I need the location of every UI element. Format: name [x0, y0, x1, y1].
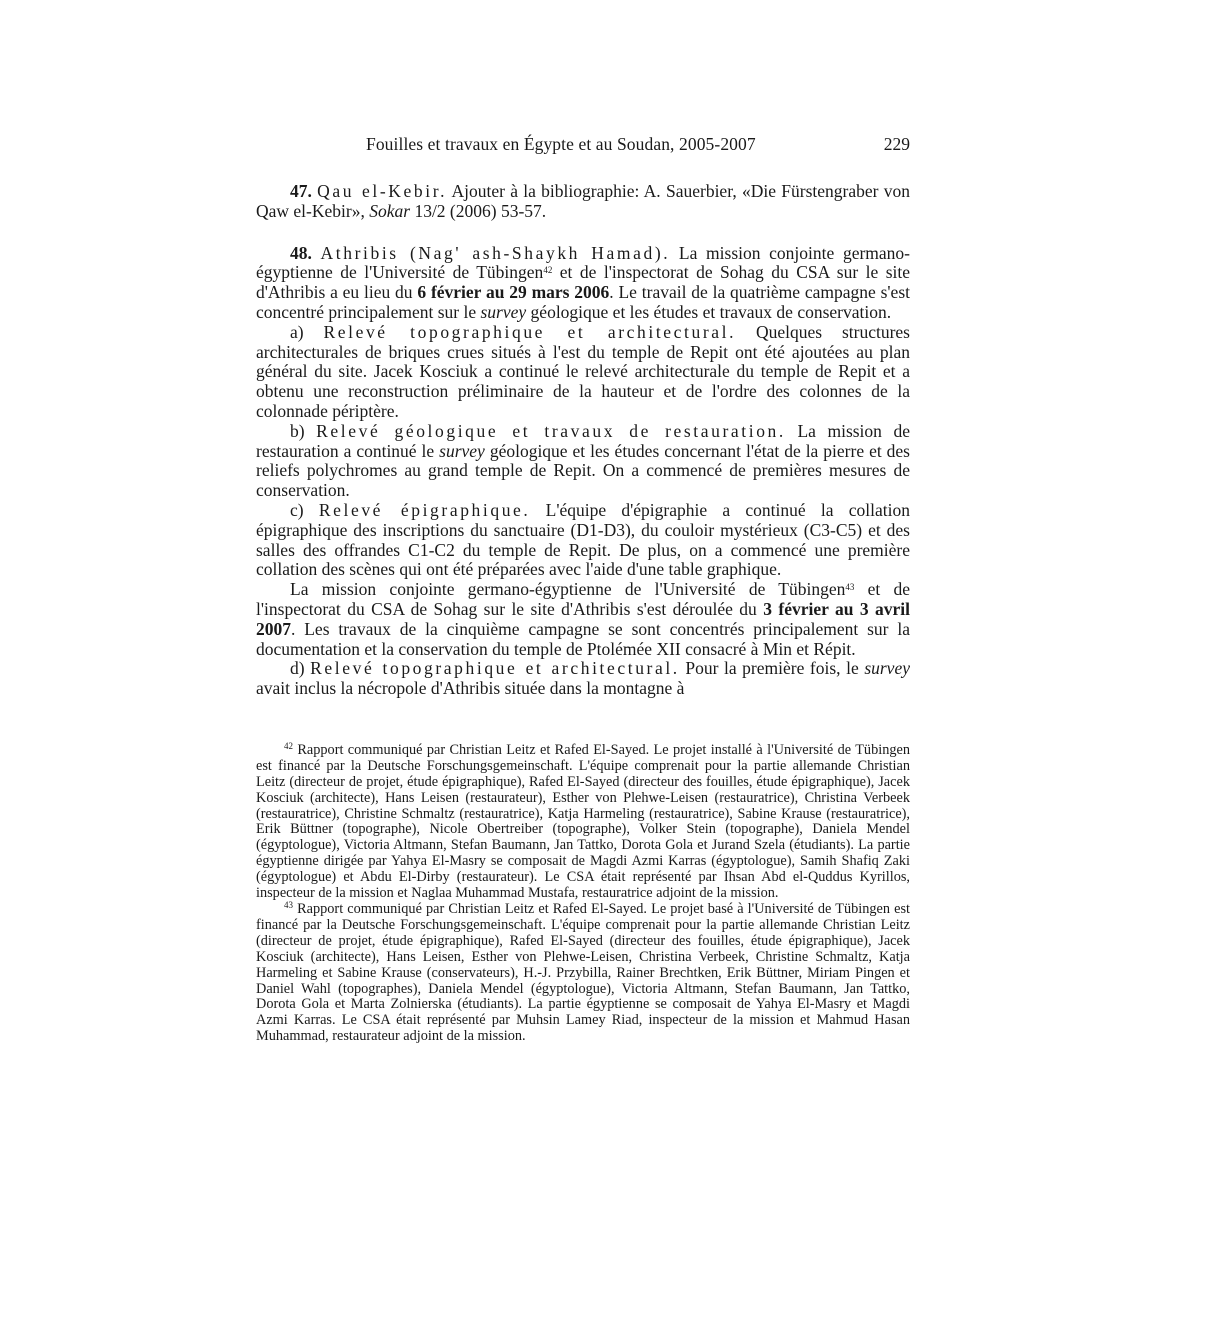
footnote-mark: 43 — [284, 899, 293, 910]
site-name: Qau el-Kebir. — [317, 181, 448, 201]
section-text: L'équipe d'épigraphie a continué la collation épigraphique des inscriptions du sanctuaire (D1-D3), du couloir mystérieux (C3-C5) et des salles des offrandes C1-C2 du temple de Repit. De plus, on a commencé une première collation des scènes qui ont été préparées avec l'aide d'une table graphique. — [256, 499, 910, 580]
section-heading: Relevé topographique et architectural. — [323, 321, 737, 342]
running-head — [256, 128, 910, 158]
paragraph-text: . Les travaux de la cinquième campagne se sont concentrés principalement sur la documentation et la conservation du temple de Ptolémée XII consacré à Min et Répit. — [256, 618, 910, 659]
footnote-43 — [256, 899, 910, 1045]
entry-48 — [256, 244, 910, 323]
section-c — [256, 501, 910, 580]
section-text: Pour la première fois, le — [679, 658, 865, 679]
entry-text: . Le travail de la quatrième campagne s'est concentré principalement sur le — [256, 282, 910, 322]
footnote-mark: 42 — [284, 740, 293, 751]
footnote-ref-42: 42 — [543, 265, 553, 276]
running-title: Fouilles et travaux en Égypte et au Soudan, 2005-2007 — [366, 134, 756, 154]
section-label: c) — [290, 499, 319, 520]
entry-text: et de l'inspectorat de Sohag du CSA sur le site d'Athribis a eu lieu du — [256, 262, 910, 303]
entry-text: géologique et les études et travaux de conservation. — [526, 301, 892, 322]
mission-dates: 6 février au 29 mars 2006 — [417, 282, 610, 303]
footnote-text: Rapport communiqué par Christian Leitz et Rafed El-Sayed. Le projet basé à l'Université de Tübingen est financé par la Deutsche Forschungsgemeinschaft. L'équipe comprenait pour la partie allemande Christian Leitz (directeur de projet, étude épigraphique), Rafed El-Sayed (directeur des fouilles, étude épigraphique), Jacek Kosciuk (architecte), Hans Leisen, Esther von Plehwe-Leisen, Christina Verbeek, Christine Schmaltz, Katja Harmeling et Sabine Krause (conservateurs), H.-J. Przybilla, Rainer Brechtken, Erik Büttner, Miriam Pingen et Daniel Wahl (topographes), Daniela Mendel (égyptologue), Victoria Altmann, Stefan Baumann, Jan Tattko, Dorota Gola et Marta Zolnierska (étudiants). La partie égyptienne se composait de Yahya El-Masry et Magdi Azmi Karras. Le CSA était représenté par Muhsin Lamey Riad, inspecteur de la mission et Mahmud Hasan Muhammad, restaurateur adjoint de la mission. — [256, 900, 910, 1045]
section-label: b) — [290, 420, 317, 441]
footnote-text: Rapport communiqué par Christian Leitz et Rafed El-Sayed. Le projet installé à l'Université de Tübingen est financé par la Deutsche Forschungsgemeinschaft. L'équipe comprenait pour la partie allemande Christian Leitz (directeur de projet, étude épigraphique), Rafed El-Sayed (directeur des fouilles, étude épigraphique), Jacek Kosciuk (architecte), Hans Leisen (restaurateur), Esther von Plehwe-Leisen (restauratrice), Christina Verbeek (restauratrice), Christine Schmaltz (restauratrice), Katja Harmeling (restauratrice), Sabine Krause (restauratrice), Erik Büttner (topographe), Nicole Obertreiber (topographe), Volker Stein (topographe), Daniela Mendel (égyptologue), Victoria Altmann, Stefan Baumann, Jan Tattko, Dorota Gola et Jurand Szela (étudiants). La partie égyptienne dirigée par Yahya El-Masry se composait de Magdi Azmi Karras (égyptologue), Samih Shafiq Zaki (égyptologue) et Abdu El-Dirby (restaurateur). Le CSA était représenté par Ihsan Abd el-Quddus Kyrillos, inspecteur de la mission et Naglaa Muhammad Mustafa, restauratrice adjoint de la mission. — [256, 741, 910, 902]
journal-title: Sokar — [369, 200, 411, 221]
body-text — [256, 182, 910, 699]
section-heading: Relevé épigraphique. — [318, 499, 531, 520]
footnotes — [256, 740, 910, 1045]
entry-number: 47. — [290, 181, 312, 201]
paragraph-text: et de l'inspectorat du CSA de Sohag sur le site d'Athribis s'est déroulée du — [256, 579, 910, 619]
mission-dates: 3 février au 3 avril 2007 — [256, 598, 910, 639]
section-text: géologique et les études concernant l'état de la pierre et des reliefs polychromes au grand temple de Repit. On a commencé de premières mesures de conservation. — [256, 440, 910, 501]
entry-47 — [256, 182, 910, 222]
section-heading: Relevé géologique et travaux de restauration. — [316, 420, 786, 441]
section-text: avait inclus la nécropole d'Athribis située dans la montagne à — [256, 678, 685, 699]
entry-text: La mission conjointe germano-égyptienne de l'Université de Tübingen — [256, 242, 911, 283]
footnote-42 — [256, 740, 910, 902]
survey-term: survey — [864, 658, 910, 679]
section-label: a) — [290, 321, 324, 342]
section-text: La mission de restauration a continué le — [256, 420, 910, 461]
paragraph-2007 — [256, 580, 910, 659]
section-b — [256, 422, 910, 501]
paragraph-text: La mission conjointe germano-égyptienne de l'Université de Tübingen — [290, 579, 846, 600]
entry-text: 13/2 (2006) 53-57. — [410, 200, 547, 221]
survey-term: survey — [480, 301, 527, 322]
section-a — [256, 323, 910, 422]
footnote-ref-43: 43 — [845, 582, 855, 593]
survey-term: survey — [439, 440, 485, 461]
section-d — [256, 659, 910, 699]
document-page — [256, 128, 910, 1045]
section-label: d) — [290, 658, 311, 679]
section-heading: Relevé topographique et architectural. — [310, 658, 680, 679]
entry-number: 48. — [290, 242, 312, 263]
page-number: 229 — [883, 134, 910, 154]
section-text: Quelques structures architecturales de briques crues situés à l'est du temple de Repit ont été ajoutées au plan général du site. Jacek Kosciuk a continué le relevé architecturale du temple de Repit et a obtenu une reconstruction préliminaire de la hauteur et de l'ordre des colonnes de la colonnade périptère. — [256, 321, 910, 421]
entry-text: Ajouter à la bibliographie: A. Sauerbier, «Die Fürstengraber von Qaw el-Kebir», — [256, 181, 911, 221]
site-name: Athribis (Nag' ash-Shaykh Hamad). — [320, 242, 671, 263]
